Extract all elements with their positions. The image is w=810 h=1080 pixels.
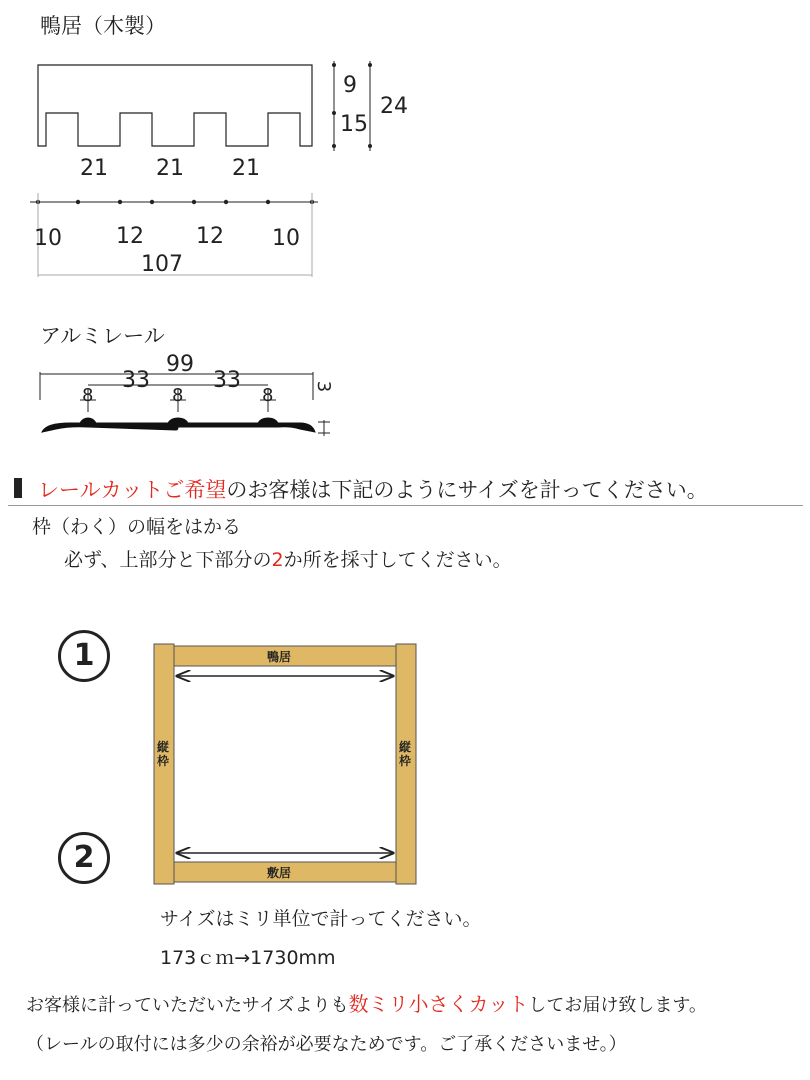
marker-1: 1 xyxy=(58,630,110,682)
rail-span-left: 33 xyxy=(122,368,150,393)
measure-instruction: 必ず、上部分と下部分の2か所を採寸してください。 xyxy=(64,549,512,571)
kamoi-groove-width-1: 21 xyxy=(80,156,108,181)
kamoi-groove-width-3: 21 xyxy=(232,156,260,181)
footer-red-text: 数ミリ小さくカット xyxy=(348,992,529,1016)
rail-profile-shape xyxy=(42,418,315,432)
kamoi-dim-15: 15 xyxy=(340,112,368,137)
rail-span-right: 33 xyxy=(213,368,241,393)
example-note: 173ｃｍ→1730mm xyxy=(160,947,336,969)
rail-mark-label-2: 8 xyxy=(172,385,184,406)
section-heading xyxy=(8,471,803,506)
heading-bar-mark xyxy=(14,478,22,498)
footer-line-1: お客様に計っていただいたサイズよりも数ミリ小さくカットしてお届け致します。 xyxy=(26,992,707,1016)
kamoi-bottom-dim-3: 12 xyxy=(196,224,224,249)
frame-diagram xyxy=(152,642,418,886)
kamoi-title: 鴨居（木製） xyxy=(40,14,166,38)
heading-text: のお客様は下記のようにサイズを計ってください。 xyxy=(226,478,708,502)
measure-subheading: 枠（わく）の幅をはかる xyxy=(32,516,242,538)
kamoi-groove-width-2: 21 xyxy=(156,156,184,181)
instruction-number: 2 xyxy=(271,549,284,571)
frame-right-label: 縦枠 xyxy=(399,740,412,768)
kamoi-dim-24: 24 xyxy=(380,94,408,119)
rail-side-dim: 3 xyxy=(313,380,335,393)
footer-line-2: （レールの取付には多少の余裕が必要なためです。ご了承くださいませ。） xyxy=(26,1034,627,1055)
rail-total-dim: 99 xyxy=(166,352,194,377)
kamoi-bottom-dim-2: 12 xyxy=(116,224,144,249)
kamoi-bottom-dim-4: 10 xyxy=(272,226,300,251)
frame-left-label: 縦枠 xyxy=(157,740,170,768)
kamoi-total-dim: 107 xyxy=(141,252,183,277)
frame-top-label: 鴨居 xyxy=(267,650,292,664)
marker-2: 2 xyxy=(58,832,110,884)
kamoi-diagram xyxy=(0,55,420,285)
rail-title: アルミレール xyxy=(40,324,165,348)
kamoi-profile-shape xyxy=(38,65,312,146)
frame-bottom-label: 敷居 xyxy=(267,866,292,880)
heading-red-text: レールカットご希望 xyxy=(38,478,227,502)
unit-note: サイズはミリ単位で計ってください。 xyxy=(160,908,482,930)
rail-mark-label-3: 8 xyxy=(262,385,274,406)
rail-mark-label-1: 8 xyxy=(82,385,94,406)
kamoi-bottom-dim-1: 10 xyxy=(34,226,62,251)
kamoi-dim-9: 9 xyxy=(343,73,357,98)
